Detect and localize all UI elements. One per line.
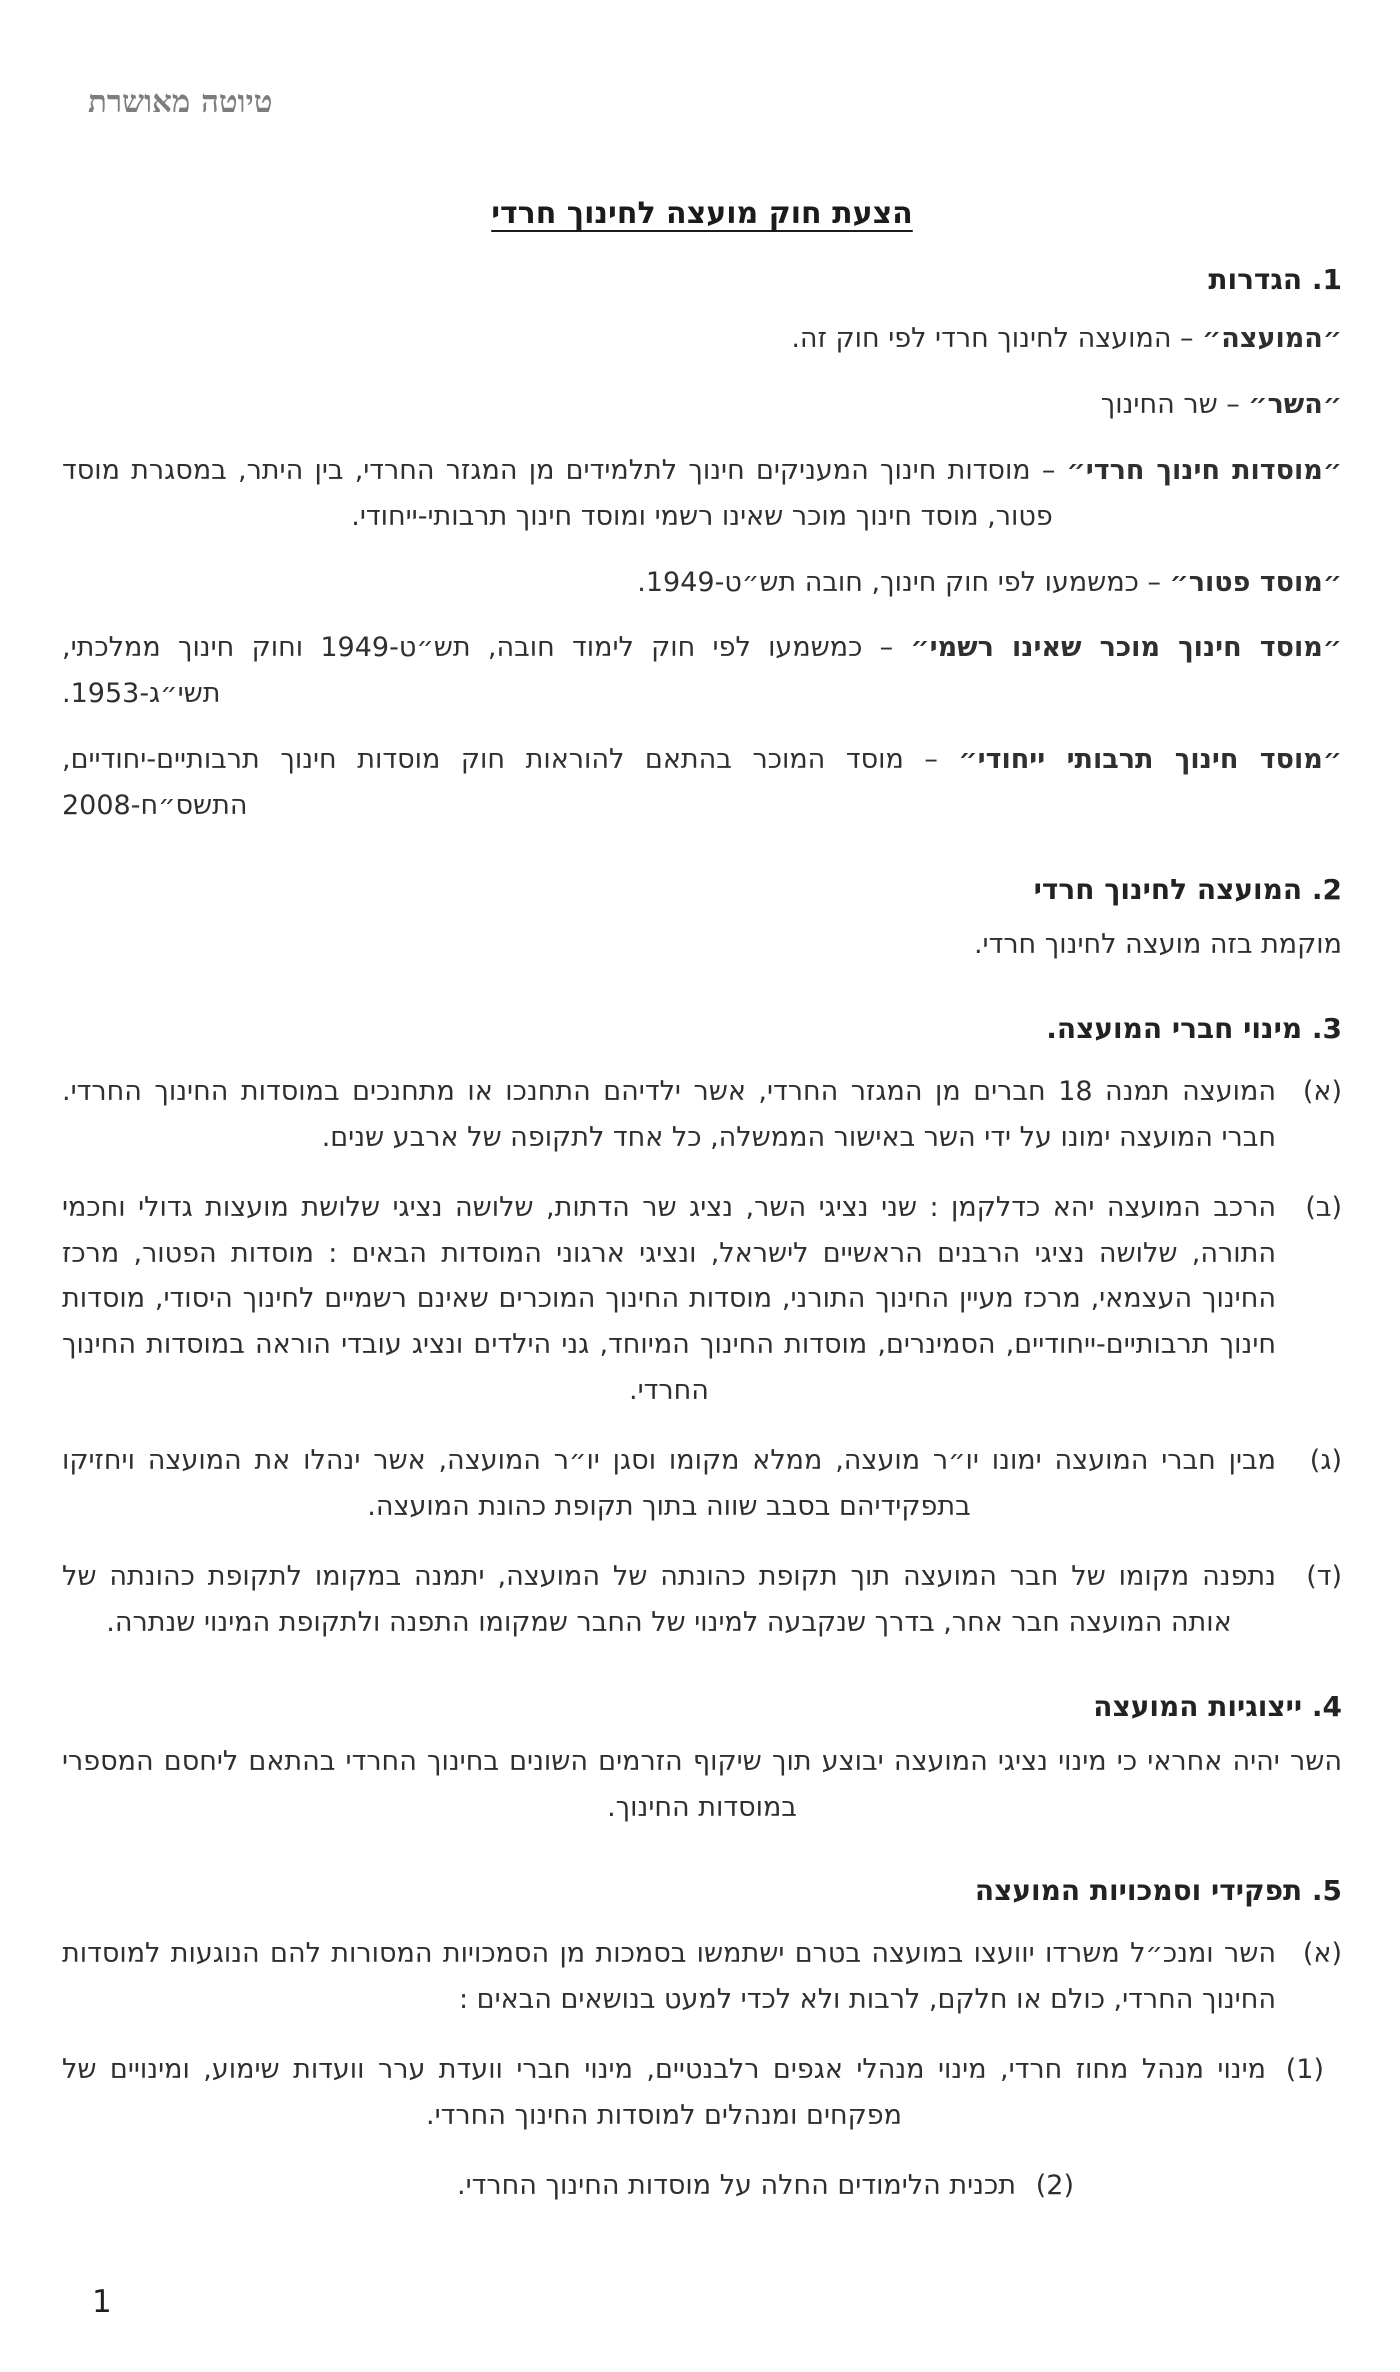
section-3-item-c xyxy=(62,1438,1342,1530)
section-5-subitem-2-marker: (2) xyxy=(1035,2170,1074,2202)
section-3-item-d xyxy=(62,1554,1342,1646)
section-5-subitem-1-marker: (1) xyxy=(1285,2054,1324,2086)
section-5-heading: 5. תפקידי וסמכויות המועצה xyxy=(974,1874,1342,1908)
section-3-item-b-text: הרכב המועצה יהא כדלקמן : שני נציגי השר, נציג שר הדתות, שלושה נציגי שלושת מועצות גדולי וחכמי התורה, שלושה נציגי הרבנים הראשיים לישראל, ונציגי ארגוני המוסדות הבאים : מוסדות הפטור, מרכז החינוך העצמאי, מרכז מעיין החינוך התורני, מוסדות החינוך המוכרים שאינם רשמיים לחינוך היסודי, מוסדות חינוך תרבותיים-ייחודיים, הסמינרים, מוסדות החינוך המיוחד, גני הילדים ונציג עובדי הוראה במוסדות החינוך החרדי. xyxy=(62,1191,1276,1407)
section-1-heading: 1. הגדרות xyxy=(1208,263,1342,296)
definition-cultural-unique xyxy=(62,737,1342,829)
definition-cultural-unique-term: ״מוסד חינוך תרבותי ייחודי״ xyxy=(958,744,1342,776)
section-3-item-c-text: מבין חברי המועצה ימונו יו״ר מועצה, ממלא מקומו וסגן יו״ר המועצה, אשר ינהלו את המועצה ויחזיקו בתפקידיהם בסבב שווה בתוך תקופת כהונת המועצה. xyxy=(62,1445,1276,1523)
definition-minister-term: ״השר״ xyxy=(1248,388,1342,420)
section-3-item-a-text: המועצה תמנה 18 חברים מן המגזר החרדי, אשר ילדיהם התחנכו או מתחנכים במוסדות החינוך החרדי. חברי המועצה ימונו על ידי השר באישור הממשלה, כל אחד לתקופה של ארבע שנים. xyxy=(62,1075,1277,1153)
section-5-subitem-2-text: תכנית הלימודים החלה על מוסדות החינוך החרדי. xyxy=(457,2170,1016,2202)
section-5-subitem-1-text: מינוי מנהל מחוז חרדי, מינוי מנהלי אגפים רלבנטיים, מינוי חברי וועדת ערר וועדות שימוע, ומינויים של מפקחים ומנהלים למוסדות החינוך החרדי. xyxy=(62,2054,1266,2132)
section-3-item-b xyxy=(62,1185,1342,1414)
section-2-heading: 2. המועצה לחינוך חרדי xyxy=(1033,873,1342,907)
definition-council xyxy=(62,316,1342,362)
document-title-text: הצעת חוק מועצה לחינוך חרדי xyxy=(491,196,913,231)
section-5-item-a-marker: (א) xyxy=(1302,1938,1342,1970)
definition-minister-text: – שר החינוך xyxy=(1100,388,1249,420)
definition-haredi-institutions-text: – מוסדות חינוך המעניקים חינוך לתלמידים מן המגזר החרדי, בין היתר, במסגרת מוסד פטור, מוסד חינוך מוכר שאינו רשמי ומוסד חינוך תרבותי-ייחודי. xyxy=(62,454,1067,532)
section-3-item-d-marker: (ד) xyxy=(1306,1560,1342,1592)
section-2-body: מוקמת בזה מועצה לחינוך חרדי. xyxy=(973,929,1342,961)
section-3-item-a-marker: (א) xyxy=(1302,1075,1342,1107)
definition-exempt-institution xyxy=(62,560,1342,606)
definition-council-term: ״המועצה״ xyxy=(1202,323,1342,354)
definition-recognized-unofficial xyxy=(62,625,1342,717)
definition-recognized-unofficial-term: ״מוסד חינוך מוכר שאינו רשמי״ xyxy=(910,632,1342,664)
definition-haredi-institutions-term: ״מוסדות חינוך חרדי״ xyxy=(1066,454,1342,486)
section-5-subitem-1 xyxy=(62,2047,1324,2139)
section-3-heading: 3. מינוי חברי המועצה. xyxy=(1046,1011,1342,1045)
section-5-item-a xyxy=(62,1931,1342,2023)
section-4-body: השר יהיה אחראי כי מינוי נציגי המועצה יבוצע תוך שיקוף הזרמים השונים בחינוך החרדי בהתאם ליחסם המספרי במוסדות החינוך. xyxy=(62,1745,1342,1823)
section-5-item-a-text: השר ומנכ״ל משרדו יוועצו במועצה בטרם ישתמשו בסמכות מן הסמכויות המסורות להם הנוגעות למוסדות החינוך החרדי, כולם או חלקם, לרבות ולא לכדי למעט בנושאים הבאים : xyxy=(62,1938,1276,2016)
draft-approved-note: טיוטה מאושרת xyxy=(88,84,273,120)
section-4-heading: 4. ייצוגיות המועצה xyxy=(1093,1689,1342,1723)
document-title xyxy=(62,196,1342,231)
definition-cultural-unique-text: – מוסד המוכר בהתאם להוראות חוק מוסדות חינוך תרבותיים-יחודיים, התשס״ח-2008 xyxy=(62,744,959,822)
page-number: 1 xyxy=(92,2284,112,2320)
section-3-item-a xyxy=(62,1069,1342,1161)
definition-council-text: – המועצה לחינוך חרדי לפי חוק זה. xyxy=(791,323,1203,354)
section-3-item-d-text: נתפנה מקומו של חבר המועצה תוך תקופת כהונתה של המועצה, יתמנה במקומו לתקופת כהונתה של אותה המועצה חבר אחר, בדרך שנקבעה למינוי של החבר שמקומו התפנה ולתקופת המינוי שנתרה. xyxy=(62,1560,1276,1638)
definition-exempt-institution-text: – כמשמעו לפי חוק חינוך, חובה תש״ט-1949. xyxy=(637,566,1170,598)
section-3-item-b-marker: (ב) xyxy=(1305,1191,1342,1223)
definition-recognized-unofficial-text: – כמשמעו לפי חוק לימוד חובה, תש״ט-1949 וחוק חינוך ממלכתי, תשי״ג-1953. xyxy=(62,632,911,710)
definition-exempt-institution-term: ״מוסד פטור״ xyxy=(1169,566,1342,598)
definition-haredi-institutions xyxy=(62,448,1342,540)
section-5-subitem-2 xyxy=(62,2163,1074,2209)
section-3-item-c-marker: (ג) xyxy=(1309,1445,1342,1477)
definition-minister xyxy=(62,382,1342,428)
